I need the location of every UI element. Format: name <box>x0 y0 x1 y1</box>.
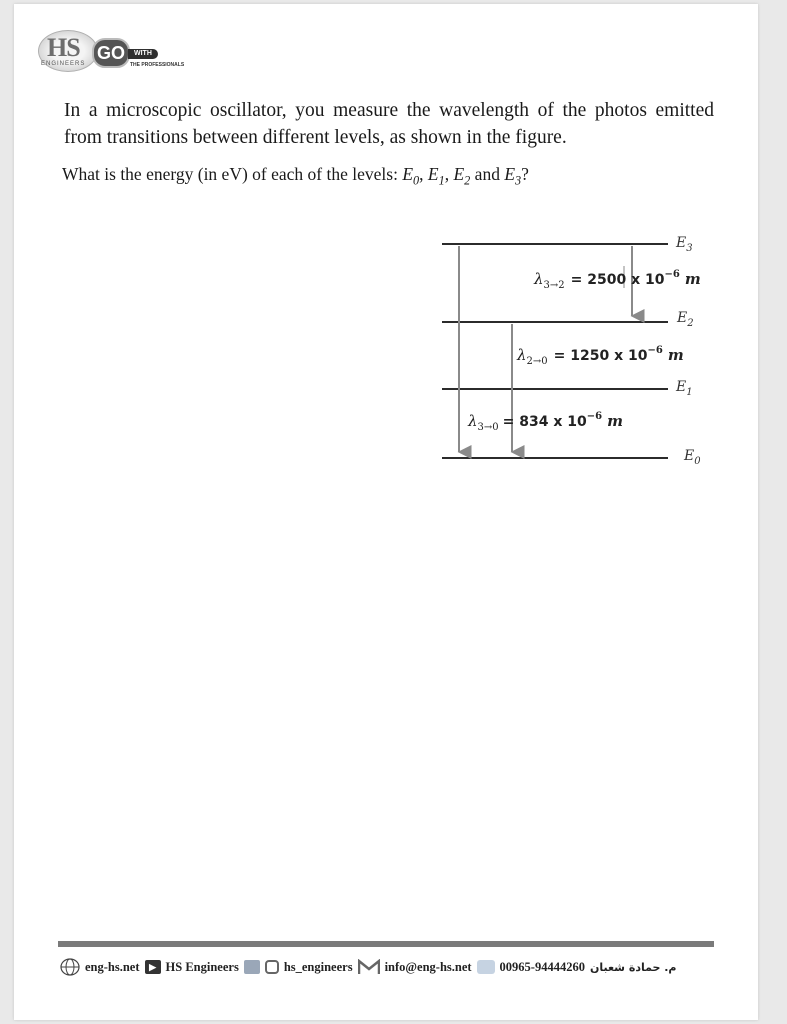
question-ask-prefix: What is the energy (in eV) of each of the levels: <box>62 164 403 184</box>
logo-mark-text: HS <box>47 33 80 62</box>
footer-contacts <box>60 955 730 979</box>
logo-go-text: GO <box>92 38 130 68</box>
label-lambda-2-0: $\lambda_{2\to 0} = 1250$ x $10^{-6}$ m <box>517 345 684 367</box>
question-ask: What is the energy (in eV) of each of the levels: $E_0$, $E_1$, $E_2$ and $E_3$? <box>62 164 529 188</box>
level-e3-inline: $E_3$ <box>504 164 522 188</box>
author-name: م. حمادة شعبان <box>589 960 677 974</box>
question-ask-suffix: ? <box>521 164 529 184</box>
energy-level-diagram <box>14 4 758 1020</box>
youtube-link[interactable]: HS Engineers <box>165 959 239 974</box>
label-lambda-3-0: $\lambda_{3\to 0} = 834$ x $10^{-6}$ m <box>468 411 623 433</box>
level-e1-inline: $E_1$ <box>427 164 445 188</box>
question-statement: In a microscopic oscillator, you measure the wavelength of the photos emitted from transitions between different levels, as shown in the figure. <box>64 100 714 148</box>
level-label-e1: $E_1$ <box>676 379 693 398</box>
label-lambda-3-2: $\lambda_{3\to 2} = 2500$ x $10^{-6}$ m <box>534 269 701 291</box>
website-link[interactable]: eng-hs.net <box>85 959 140 974</box>
logo-professionals-text: THE PROFESSIONALS <box>130 62 185 68</box>
footer-divider <box>58 941 714 947</box>
mail-icon <box>358 959 380 975</box>
level-label-e2: $E_2$ <box>677 310 694 329</box>
youtube-icon: ▶ <box>145 960 161 974</box>
level-label-e0: $E_0$ <box>684 448 701 467</box>
phone-icon <box>477 960 495 974</box>
phone-number: 00965-94444260 <box>499 959 585 974</box>
hs-logo <box>38 30 208 80</box>
logo-engineers-text: ENGINEERS <box>41 61 86 67</box>
level-e0-inline: $E_0$ <box>402 164 420 188</box>
worksheet-page <box>14 4 758 1020</box>
globe-icon <box>60 958 80 976</box>
level-e2-inline: $E_2$ <box>453 164 471 188</box>
level-label-e3: $E_3$ <box>676 235 693 254</box>
instagram-icon <box>265 960 279 974</box>
email-link[interactable]: info@eng-hs.net <box>384 959 472 974</box>
twitter-icon <box>244 960 260 974</box>
social-handle-link[interactable]: hs_engineers <box>283 959 353 974</box>
logo-with-text: WITH <box>128 49 158 59</box>
